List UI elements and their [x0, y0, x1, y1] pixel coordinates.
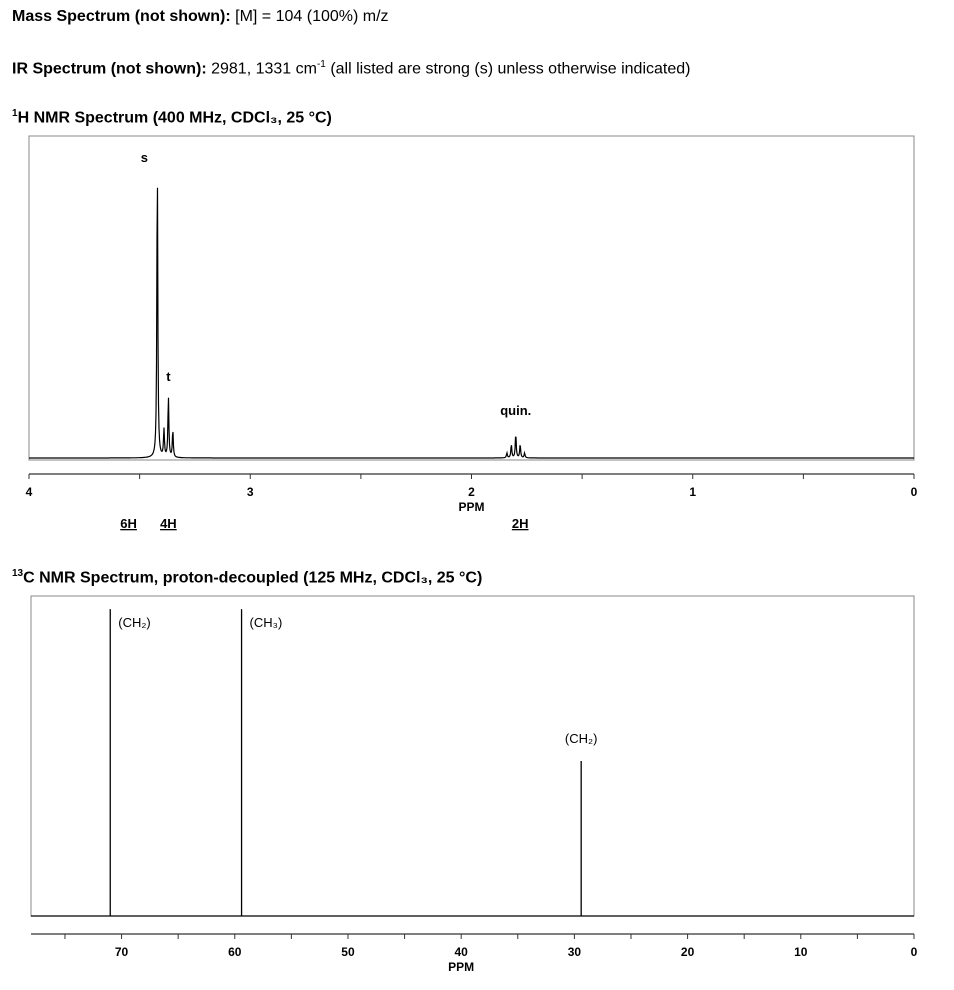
ir-value-post: (all listed are strong (s) unless otherwise indicated): [325, 60, 691, 78]
h-integration-label: 6H: [120, 516, 137, 531]
h-x-tick-label: 4: [25, 485, 33, 499]
h-peak-multiplicity-label: t: [166, 369, 171, 384]
c-x-tick-label: 30: [567, 945, 582, 959]
h-integration-label: 2H: [511, 516, 529, 531]
c-x-tick-label: 10: [794, 945, 808, 959]
h-x-tick-label: 1: [689, 485, 697, 499]
h-integration-label: 4H: [160, 516, 177, 531]
c-peak-label: (CH₂): [564, 731, 598, 746]
c-x-tick-label: 0: [910, 945, 918, 959]
c-x-tick-label: 50: [341, 945, 355, 959]
c-plot-frame: [31, 596, 914, 916]
h-peak-multiplicity-label: s: [140, 150, 148, 165]
c-x-tick-label: 70: [114, 945, 129, 959]
h-nmr-title-text: H NMR Spectrum (400 MHz, CDCl₃, 25 °C): [17, 109, 332, 127]
h-x-tick-label: 3: [246, 485, 254, 499]
mass-spectrum-label: Mass Spectrum (not shown):: [12, 8, 231, 25]
h-peak-multiplicity-label: quin.: [500, 403, 532, 418]
h-x-tick-label: 2: [468, 485, 475, 499]
h-x-axis-label: PPM: [458, 500, 485, 514]
h-x-tick-label: 0: [910, 485, 918, 499]
c-peak-label: (CH₂): [118, 615, 151, 631]
c-x-tick-label: 60: [228, 945, 242, 959]
mass-spectrum-value: [M] = 104 (100%) m/z: [235, 8, 389, 25]
ir-value-sup: -1: [316, 59, 326, 70]
ir-spectrum-label: IR Spectrum (not shown):: [12, 60, 207, 78]
c-x-tick-label: 20: [680, 945, 695, 959]
c-nmr-title-text: C NMR Spectrum, proton-decoupled (125 MHz, CDCl₃, 25 °C): [23, 569, 483, 587]
c-x-axis-label: PPM: [448, 960, 475, 974]
ir-value-pre: 2981, 1331 cm: [211, 60, 317, 78]
c-nmr-title-sup: 13: [12, 568, 24, 579]
h-nmr-title-sup: 1: [12, 108, 18, 119]
c-peak-label: (CH₃): [249, 615, 283, 631]
c-x-tick-label: 40: [454, 945, 468, 959]
